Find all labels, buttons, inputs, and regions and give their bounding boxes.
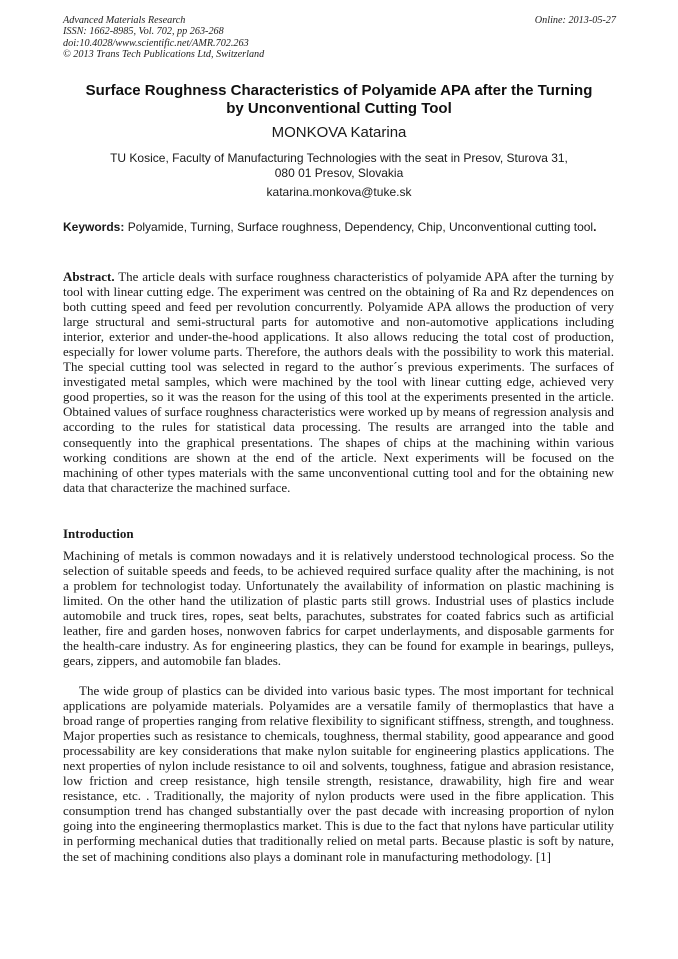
journal-header [63, 15, 616, 61]
keywords-text: Polyamide, Turning, Surface roughness, Dependency, Chip, Unconventional cutting tool [127, 220, 594, 234]
introduction-heading: Introduction [63, 526, 134, 541]
journal-name: Advanced Materials Research [63, 15, 186, 26]
author-email: katarina.monkova@tuke.sk [266, 185, 412, 199]
issn-line: ISSN: 1662-8985, Vol. 702, pp 263-268 [63, 26, 224, 38]
affiliation [40, 151, 638, 181]
introduction-paragraph-1: Machining of metals is common nowadays and it is relatively understood technological process. So the selection of suitable speeds and feeds, to be achieved required surface quality after the machining, is not a problem for technologist today. Unfortunately the availability of information on plastic machining is limited. On the other hand the utilization of plastic parts still grows. Industrial uses of plastics include automobile and truck tires, ropes, seat belts, parachutes, substrates for coated fabrics such as artificial leather, fire and garden hoses, nonwoven fabrics for carpet underlayments, and disposable garments for the health-care industry. As for engineering plastics, they can be found for example in bearings, pulleys, gears, zippers, and automobile fan blades. [63, 548, 614, 669]
affiliation-line-1: TU Kosice, Faculty of Manufacturing Technologies with the seat in Presov, Sturova 31, [110, 151, 568, 165]
keywords-label: Keywords: [63, 220, 125, 234]
keywords-block [63, 220, 614, 235]
author-name: MONKOVA Katarina [271, 124, 407, 141]
doi-line: doi:10.4028/www.scientific.net/AMR.702.263 [63, 37, 249, 49]
affiliation-line-2: 080 01 Presov, Slovakia [274, 166, 404, 180]
title-line-1: Surface Roughness Characteristics of Polyamide APA after the Turning [85, 82, 593, 99]
abstract-text: The article deals with surface roughness characteristics of polyamide APA after the turning by tool with linear cutting edge. The experiment was centred on the obtaining of Ra and Rz dependences on both cutting speed and feed per revolution concurrently. Polyamide APA allows the production of very large structural and semi-structural parts for automotive and non-automotive applications including interior, exterior and under-the-hood applications. It also allows reducing the total cost of production, especially for lower volume parts. Therefore, the authors deals with the possibility to work this material. The special cutting tool was selected in regard to the author´s previous experiments. The surfaces of investigated metal samples, which were machined by the tool with linear cutting edge, achieved very good properties, so it was the reason for the using of this tool at the experiments presented in the article. Obtained values of surface roughness characteristics were worked up by means of regression analysis and according to the rules for statistical data processing. The results are arranged into the table and consequently into the graphical presentations. The shapes of chips at the machining within various working conditions are shown at the end of the article. Next experiments will be focused on the machining of other types materials with the same unconventional cutting tool and for the obtaining new data that characterize the machined surface. [63, 269, 614, 495]
abstract-block [63, 269, 614, 495]
abstract-label: Abstract. [63, 269, 115, 284]
title-line-2: by Unconventional Cutting Tool [226, 100, 452, 117]
online-date: Online: 2013-05-27 [534, 15, 616, 26]
introduction-paragraph-2: The wide group of plastics can be divided into various basic types. The most important for technical applications are polyamide materials. Polyamides are a versatile family of thermoplastics that have a broad range of properties ranging from relative flexibility to significant stiffness, strength, and toughness. Major properties such as resistance to chemicals, toughness, thermal stability, good appearance and good processability are key considerations that make nylon suitable for engineering plastics applications. The next properties of nylon include resistance to oil and solvents, toughness, fatigue and abrasion resistance, low friction and creep resistance, high tensile strength, resistance, drawability, high fire and wear resistance, etc. . Traditionally, the majority of nylon products were used in the fibre application. This consumption trend has changed substantially over the past decade with increasing proportion of nylon going into the engineering thermoplastics market. This is due to the fact that nylons have particular utility in performing mechanical duties that traditionally relied on metal parts. Because plastic is soft by nature, the set of machining conditions also plays a dominant role in manufacturing methodology. [1] [63, 683, 614, 864]
paper-title [40, 82, 638, 118]
keywords-end: . [593, 220, 597, 234]
copyright-line: © 2013 Trans Tech Publications Ltd, Switzerland [63, 49, 265, 61]
